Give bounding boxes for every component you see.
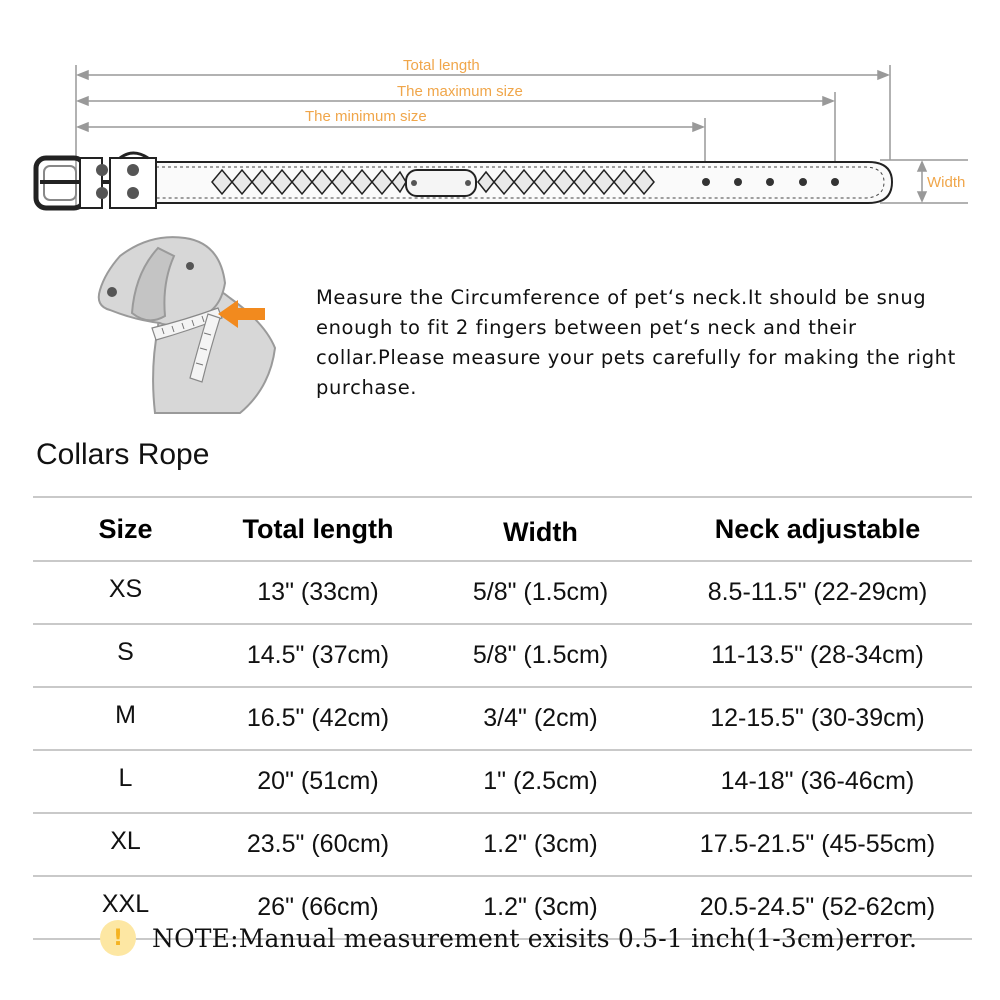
header-width: Width [418, 497, 663, 561]
table-row [33, 750, 972, 813]
cell-width: 1" (2.5cm) [418, 750, 663, 813]
cell-total-length: 13" (33cm) [218, 561, 418, 624]
note [100, 918, 917, 958]
collar-diagram [0, 0, 1000, 220]
warning-icon: ! [100, 920, 136, 956]
collar-illustration [36, 153, 892, 208]
cell-neck-adjustable: 8.5-11.5" (22-29cm) [663, 561, 972, 624]
maximum-size-label: The maximum size [397, 83, 523, 100]
section-title: Collars Rope [36, 438, 210, 471]
cell-size: XL [33, 813, 218, 876]
cell-width: 5/8" (1.5cm) [418, 561, 663, 624]
header-size: Size [33, 497, 218, 561]
cell-neck-adjustable: 11-13.5" (28-34cm) [663, 624, 972, 687]
dog-measuring-illustration [90, 228, 290, 418]
note-text: NOTE:Manual measurement exisits 0.5-1 inch(1-3cm)error. [152, 923, 918, 953]
cell-neck-adjustable: 12-15.5" (30-39cm) [663, 687, 972, 750]
cell-size: L [33, 750, 218, 813]
header-total-length: Total length [218, 497, 418, 561]
cell-total-length: 20" (51cm) [218, 750, 418, 813]
cell-width: 1.2" (3cm) [418, 813, 663, 876]
cell-neck-adjustable: 14-18" (36-46cm) [663, 750, 972, 813]
table-row [33, 687, 972, 750]
total-length-label: Total length [403, 57, 480, 74]
table-header-row [33, 497, 972, 561]
cell-width: 1.2" (3cm) [418, 876, 663, 939]
cell-size: M [33, 687, 218, 750]
cell-width: 3/4" (2cm) [418, 687, 663, 750]
table-row [33, 561, 972, 624]
header-neck-adjustable: Neck adjustable [663, 497, 972, 561]
width-label: Width [927, 174, 966, 191]
cell-width: 5/8" (1.5cm) [418, 624, 663, 687]
cell-total-length: 14.5" (37cm) [218, 624, 418, 687]
cell-neck-adjustable: 20.5-24.5" (52-62cm) [663, 876, 972, 939]
cell-size: XXL [33, 876, 218, 939]
cell-size: S [33, 624, 218, 687]
size-table [33, 496, 972, 940]
table-row [33, 813, 972, 876]
cell-total-length: 16.5" (42cm) [218, 687, 418, 750]
cell-total-length: 23.5" (60cm) [218, 813, 418, 876]
table-row [33, 624, 972, 687]
cell-total-length: 26" (66cm) [218, 876, 418, 939]
cell-neck-adjustable: 17.5-21.5" (45-55cm) [663, 813, 972, 876]
cell-size: XS [33, 561, 218, 624]
minimum-size-label: The minimum size [305, 108, 427, 125]
measurement-instructions: Measure the Circumference of pet‘s neck.It should be snug enough to fit 2 fingers between pet‘s neck and their collar.Please measure your pets carefully for making the right purchase. [316, 286, 956, 399]
